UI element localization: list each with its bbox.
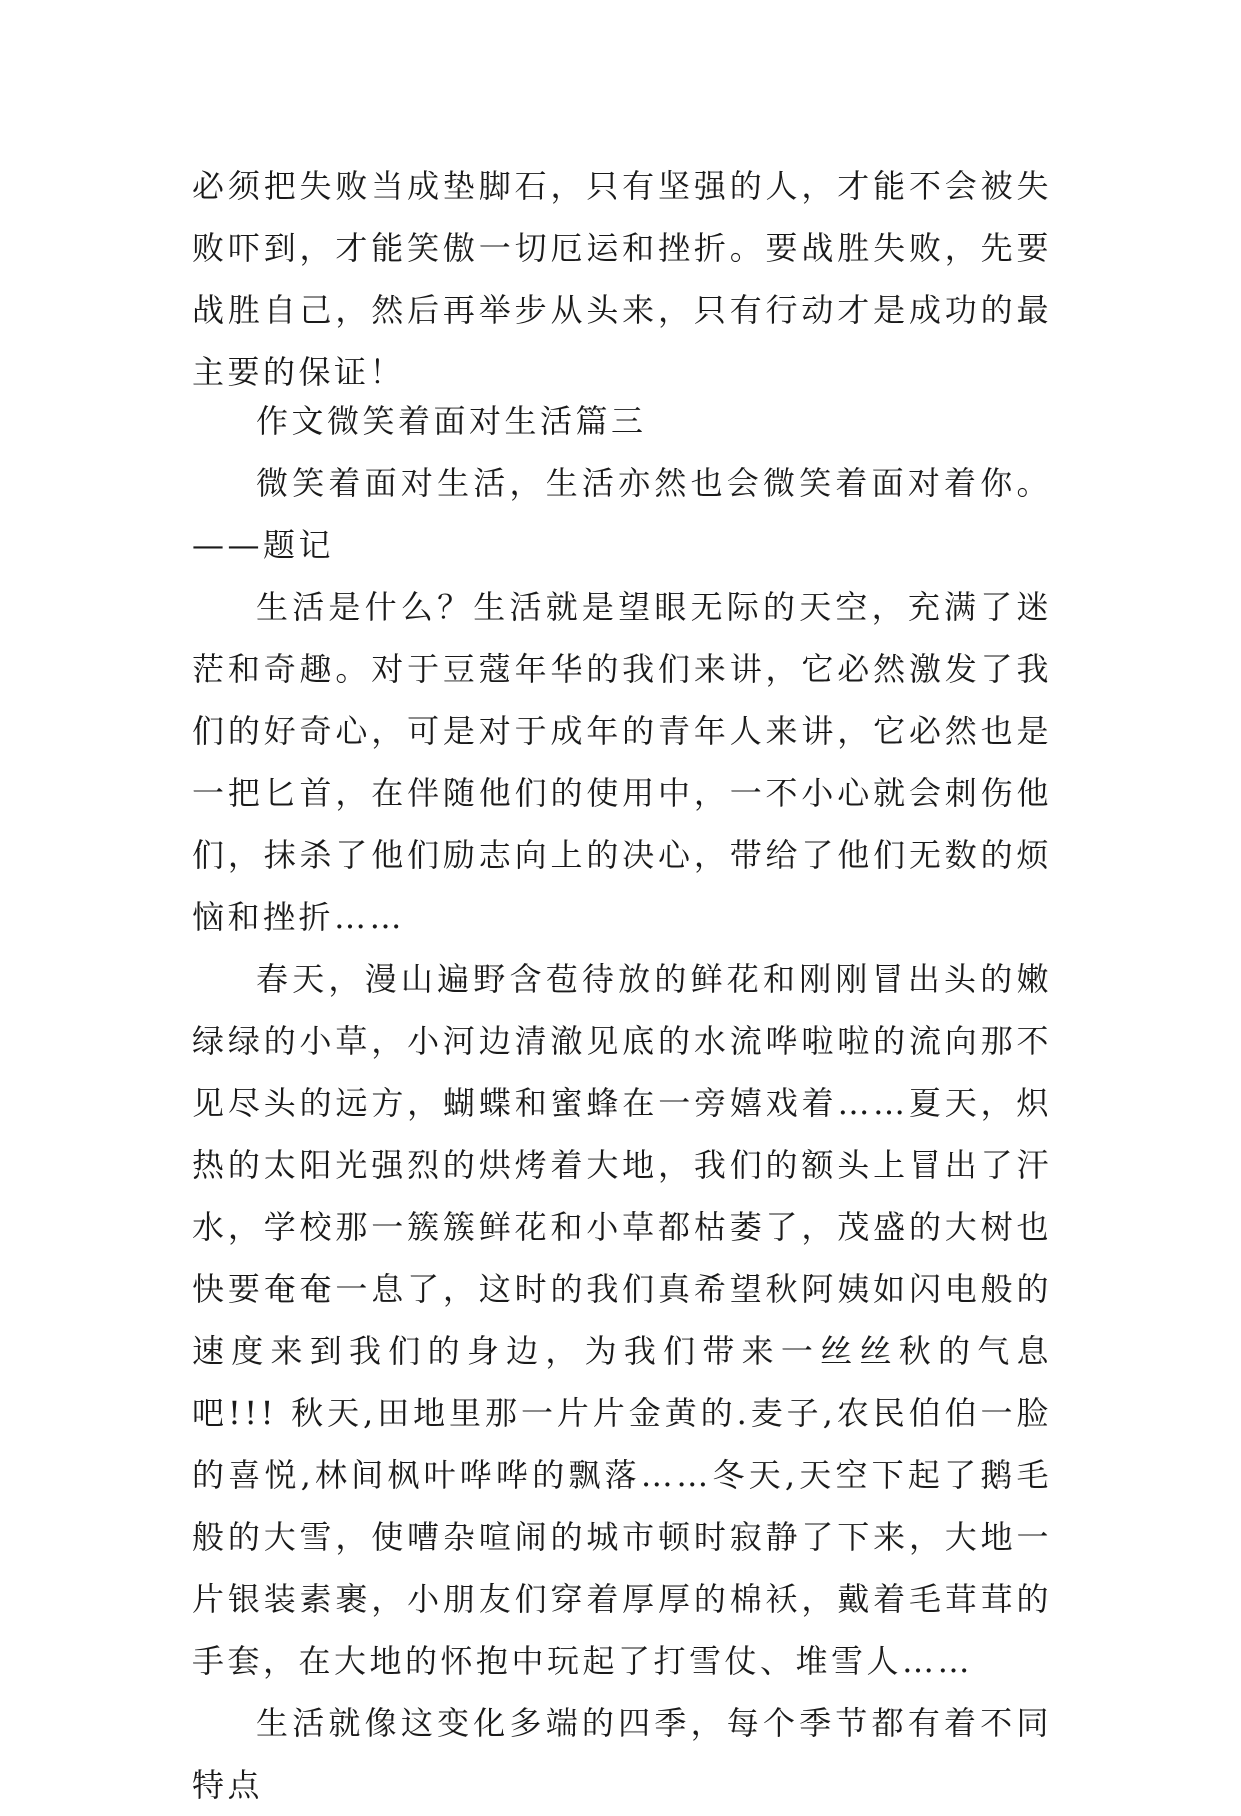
top-text-block (192, 155, 1052, 403)
top-paragraph: 必须把失败当成垫脚石，只有坚强的人，才能不会被失败吓到，才能笑傲一切厄运和挫折。要战胜失败，先要战胜自己，然后再举步从头来，只有行动才是成功的最主要的保证！ (192, 167, 1052, 391)
essay-heading: 作文微笑着面对生活篇三 (256, 402, 647, 440)
essay-paragraph-3: 生活就像这变化多端的四季，每个季节都有着不同特点 (192, 1704, 1052, 1804)
essay-paragraph-1: 生活是什么？生活就是望眼无际的天空，充满了迷茫和奇趣。对于豆蔻年华的我们来讲，它必然激发了我们的好奇心，可是对于成年的青年人来讲，它必然也是一把匕首，在伴随他们的使用中，一不小心就会刺伤他们，抹杀了他们励志向上的决心，带给了他们无数的烦恼和挫折…… (192, 588, 1052, 936)
essay-section (192, 390, 1052, 1816)
essay-epigraph: 微笑着面对生活，生活亦然也会微笑着面对着你。——题记 (192, 464, 1052, 564)
essay-paragraph-2: 春天，漫山遍野含苞待放的鲜花和刚刚冒出头的嫩绿绿的小草，小河边清澈见底的水流哗啦啦的流向那不见尽头的远方，蝴蝶和蜜蜂在一旁嬉戏着……夏天，炽热的太阳光强烈的烘烤着大地，我们的额头上冒出了汗水，学校那一簇簇鲜花和小草都枯萎了，茂盛的大树也快要奄奄一息了，这时的我们真希望秋阿姨如闪电般的速度来到我们的身边，为我们带来一丝丝秋的气息吧!!! 秋天,田地里那一片片金黄的.麦子,农民伯伯一脸的喜悦,林间枫叶哗哗的飘落……冬天,天空下起了鹅毛般的大雪，使嘈杂喧闹的城市顿时寂静了下来，大地一片银装素裹，小朋友们穿着厚厚的棉袄，戴着毛茸茸的手套，在大地的怀抱中玩起了打雪仗、堆雪人…… (192, 960, 1052, 1680)
